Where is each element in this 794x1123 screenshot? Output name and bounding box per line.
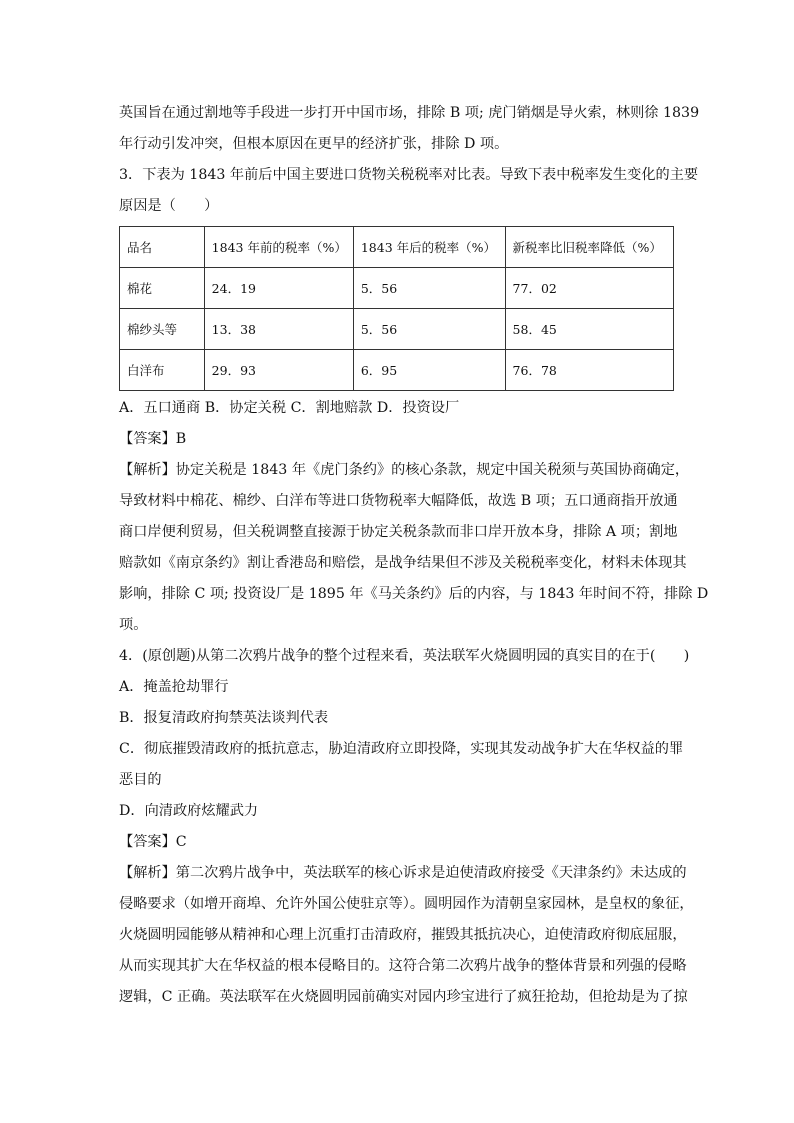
question-4 <box>119 641 694 1013</box>
table-cell: 29．93 <box>204 350 353 391</box>
table-cell: 5．56 <box>353 268 505 309</box>
previous-analysis-tail <box>119 98 700 160</box>
table-row <box>120 268 674 309</box>
analysis-line: 【解析】第二次鸦片战争中，英法联军的核心诉求是迫使清政府接受《天津条约》未达成的 <box>119 865 687 881</box>
analysis-line: 项。 <box>119 617 148 633</box>
table-cell: 13．38 <box>204 309 353 350</box>
table-row <box>120 309 674 350</box>
question-stem-line: 3．下表为 1843 年前后中国主要进口货物关税税率对比表。导致下表中税率发生变化的主要 <box>119 167 699 183</box>
option-b: B．报复清政府拘禁英法谈判代表 <box>119 710 329 726</box>
table-cell: 棉纱头等 <box>120 309 205 350</box>
answer-line: 【答案】B <box>119 431 187 447</box>
analysis-line: 从而实现其扩大在华权益的根本侵略目的。这符合第二次鸦片战争的整体背景和列强的侵略 <box>119 958 687 974</box>
table-cell: 棉花 <box>120 268 205 309</box>
analysis-line: 逻辑，C 正确。英法联军在火烧圆明园前确实对园内珍宝进行了疯狂抢劫，但抢劫是为了掠 <box>119 989 688 1005</box>
question-3 <box>119 160 709 641</box>
option-c-continued: 恶目的 <box>119 772 162 788</box>
answer-line: 【答案】C <box>119 834 187 850</box>
text-line: 英国旨在通过割地等手段进一步打开中国市场，排除 B 项; 虎门销烟是导火索，林则徐 1839 <box>119 105 700 121</box>
table-header-cell: 1843 年后的税率（%） <box>353 227 505 268</box>
table-header-cell: 1843 年前的税率（%） <box>204 227 353 268</box>
table-cell: 5．56 <box>353 309 505 350</box>
text-line: 年行动引发冲突，但根本原因在更早的经济扩张，排除 D 项。 <box>119 136 509 152</box>
analysis-line: 【解析】协定关税是 1843 年《虎门条约》的核心条款，规定中国关税须与英国协商确定， <box>119 462 690 478</box>
question-stem-line: 原因是（ ） <box>119 198 219 214</box>
table-cell: 白洋布 <box>120 350 205 391</box>
table-cell: 24．19 <box>204 268 353 309</box>
analysis-line: 侵略要求（如增开商埠、允许外国公使驻京等）。圆明园作为清朝皇家园林，是皇权的象征， <box>119 896 694 912</box>
table-cell: 76．78 <box>505 350 673 391</box>
option-a: A．掩盖抢劫罪行 <box>119 679 229 695</box>
option-d: D．向清政府炫耀武力 <box>119 803 259 819</box>
analysis-line: 影响，排除 C 项; 投资设厂是 1895 年《马关条约》后的内容，与 1843 年时间不符，排除 D <box>119 586 709 602</box>
analysis-line: 赔款如《南京条约》割让香港岛和赔偿，是战争结果但不涉及关税税率变化，材料未体现其 <box>119 555 687 571</box>
table-header-row <box>120 227 674 268</box>
table-cell: 6．95 <box>353 350 505 391</box>
table-cell: 58．45 <box>505 309 673 350</box>
option-c: C．彻底摧毁清政府的抵抗意志，胁迫清政府立即投降，实现其发动战争扩大在华权益的罪 <box>119 741 684 757</box>
table-row <box>120 350 674 391</box>
table-header-cell: 品名 <box>120 227 205 268</box>
document-content <box>119 98 709 1013</box>
analysis-line: 商口岸便利贸易，但关税调整直接源于协定关税条款而非口岸开放本身，排除 A 项；割地 <box>119 524 678 540</box>
table-header-cell: 新税率比旧税率降低（%） <box>505 227 673 268</box>
analysis-line: 导致材料中棉花、棉纱、白洋布等进口货物税率大幅降低，故选 B 项；五口通商指开放通 <box>119 493 678 509</box>
analysis-line: 火烧圆明园能够从精神和心理上沉重打击清政府，摧毁其抵抗决心，迫使清政府彻底屈服， <box>119 927 687 943</box>
tariff-table <box>119 226 674 391</box>
question-options: A．五口通商 B．协定关税 C．割地赔款 D．投资设厂 <box>119 400 460 416</box>
table-cell: 77．02 <box>505 268 673 309</box>
question-stem-line: 4．(原创题)从第二次鸦片战争的整个过程来看，英法联军火烧圆明园的真实目的在于( ) <box>119 648 690 664</box>
